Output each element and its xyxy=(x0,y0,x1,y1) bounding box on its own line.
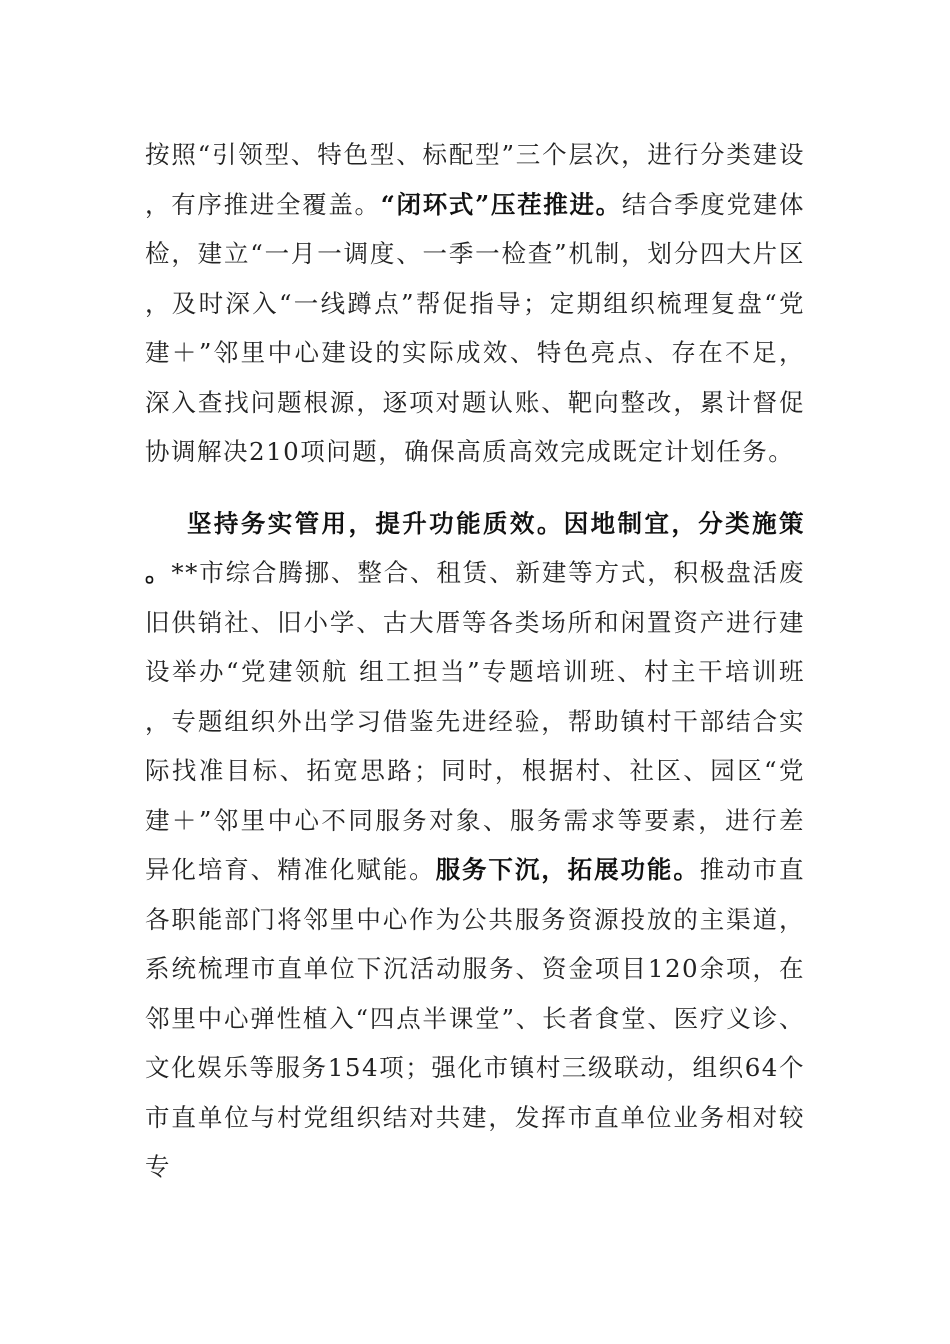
paragraph-1-heading-closed-loop: “闭环式”压茬推进。 xyxy=(380,189,622,219)
paragraph-2-text-a: **市综合腾挪、整合、租赁、新建等方式，积极盘活废旧供销社、旧小学、古大厝等各类场所和闲置资产进行建设举办“党建领航 组工担当”专题培训班、村主干培训班，专题组织外出学习借鉴先进经验，帮助镇村干部结合实际找准目标、拓宽思路；同时，根据村、社区、园区“党建＋”邻里中心不同服务对象、服务需求等要素，进行差异化培育、精准化赋能。 xyxy=(145,558,806,884)
paragraph-2-heading-services: 服务下沉，拓展功能。 xyxy=(435,855,700,884)
paragraph-2-heading-practical: 坚持务实管用，提升功能质效。因地制宜，分类施策。 xyxy=(145,508,805,587)
paragraph-2 xyxy=(145,499,805,1192)
paragraph-2-text-b: 推动市直各职能部门将邻里中心作为公共服务资源投放的主渠道，系统梳理市直单位下沉活动服务、资金项目120余项，在邻里中心弹性植入“四点半课堂”、长者食堂、医疗义诊、文化娱乐等服务154项；强化市镇村三级联动，组织64个市直单位与村党组织结对共建，发挥市直单位业务相对较专 xyxy=(145,855,806,1181)
paragraph-1-text-a: 按照“引领型、特色型、标配型”三个层次，进行分类建设，有序推进全覆盖。 xyxy=(145,140,805,219)
paragraph-1-text-b: 结合季度党建体检，建立“一月一调度、一季一检查”机制，划分四大片区，及时深入“一线蹲点”帮促指导；定期组织梳理复盘“党建＋”邻里中心建设的实际成效、特色亮点、存在不足，深入查找问题根源，逐项对题认账、靶向整改，累计督促协调解决210项问题，确保高质高效完成既定计划任务。 xyxy=(145,189,805,466)
paragraph-1 xyxy=(145,130,805,477)
document-body xyxy=(145,130,805,1192)
